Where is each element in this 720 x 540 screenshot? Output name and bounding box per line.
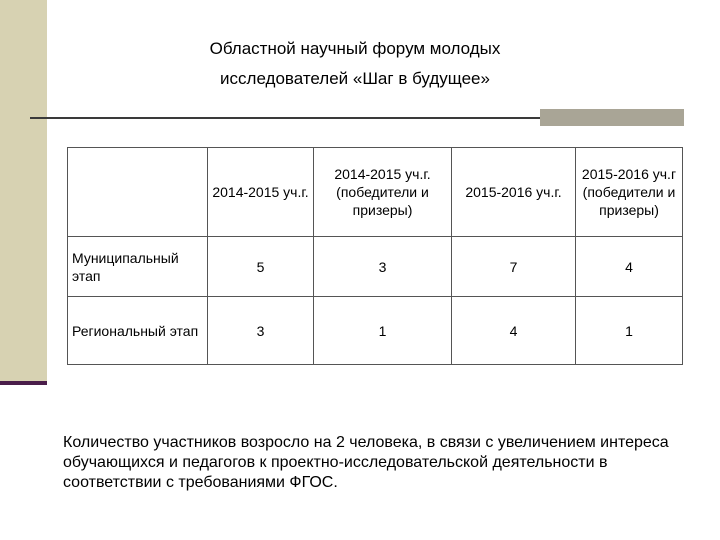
table-cell: 7 — [452, 237, 576, 297]
results-table — [67, 147, 683, 365]
title-line-2: исследователей «Шаг в будущее» — [220, 69, 490, 88]
summary-note: Количество участников возросло на 2 человека, в связи с увеличением интереса обучающихся и педагогов к проектно-исследовательской деятельности в соответствии с требованиями ФГОС. — [63, 434, 669, 491]
header-cell-2014-2015-winners: 2014-2015 уч.г. (победители и призеры) — [314, 148, 452, 237]
row-label-regional: Региональный этап — [68, 297, 208, 365]
row-label-municipal: Муниципальный этап — [68, 237, 208, 297]
table-cell: 1 — [576, 297, 683, 365]
page-title — [120, 34, 590, 94]
header-cell-empty — [68, 148, 208, 237]
title-line-1: Областной научный форум молодых — [209, 39, 501, 58]
table-cell: 4 — [452, 297, 576, 365]
divider-accent-block — [540, 109, 684, 126]
table-cell: 3 — [314, 237, 452, 297]
table-cell: 4 — [576, 237, 683, 297]
header-cell-2015-2016-winners: 2015-2016 уч.г (победители и призеры) — [576, 148, 683, 237]
table-header-row — [68, 148, 683, 237]
table-cell: 1 — [314, 297, 452, 365]
table-row — [68, 297, 683, 365]
header-cell-2015-2016: 2015-2016 уч.г. — [452, 148, 576, 237]
table-cell: 5 — [208, 237, 314, 297]
left-decor-band — [0, 0, 47, 384]
table-row — [68, 237, 683, 297]
table-cell: 3 — [208, 297, 314, 365]
left-decor-line — [0, 381, 47, 385]
header-cell-2014-2015: 2014-2015 уч.г. — [208, 148, 314, 237]
